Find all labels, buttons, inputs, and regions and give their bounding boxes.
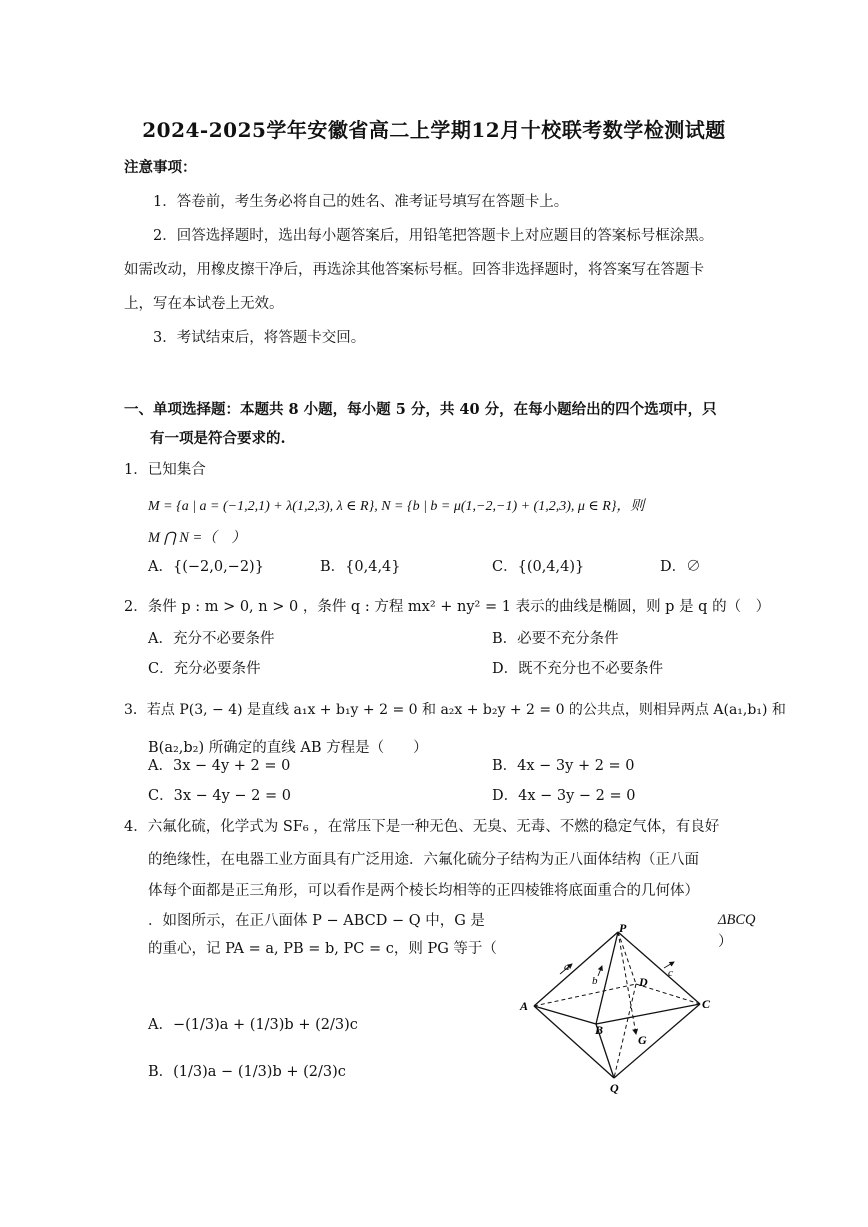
edge-dq <box>614 984 636 1078</box>
page-title: 2024-2025学年安徽省高二上学期12月十校联考数学检测试题 <box>142 118 726 142</box>
q4-close-paren: ） <box>718 934 733 950</box>
label-vec-a: a <box>564 961 570 973</box>
note-3: 3．考试结束后，将答题卡交回。 <box>153 330 366 346</box>
label-q: Q <box>610 1081 619 1095</box>
q3-option-d: D．4x − 3y − 2 = 0 <box>492 788 636 804</box>
q1-option-b: B．{0,4,4} <box>320 559 401 575</box>
q1-option-d: D．∅ <box>660 559 701 575</box>
q1-option-c: C．{(0,4,4)} <box>492 559 585 575</box>
note-1: 1．答卷前，考生务必将自己的姓名、准考证号填写在答题卡上。 <box>153 194 569 210</box>
q4-line-2: 的绝缘性，在电器工业方面具有广泛用途．六氟化硫分子结构为正八面体结构（正八面 <box>148 852 699 868</box>
q4-option-b: B．(1/3)a − (1/3)b + (2/3)c <box>148 1064 346 1080</box>
notice-heading: 注意事项： <box>124 159 197 176</box>
label-a: A <box>520 999 529 1013</box>
label-g: G <box>638 1033 647 1047</box>
q2-option-d: D．既不充分也不必要条件 <box>492 661 664 677</box>
edge-bc <box>596 1004 700 1024</box>
q4-line-1: 4．六氟化硫，化学式为 SF₆ ，在常压下是一种无色、无臭、无毒、不燃的稳定气体，有良好 <box>124 819 720 835</box>
q2-stem: 2．条件 p : m > 0, n > 0 ，条件 q : 方程 mx² + ny² = 1 表示的曲线是椭圆，则 p 是 q 的（ ） <box>124 599 771 615</box>
q1-option-a: A．{(−2,0,−2)} <box>148 559 264 575</box>
q3-option-c: C．3x − 4y − 2 = 0 <box>148 788 291 804</box>
note-2-end: 上，写在本试卷上无效。 <box>124 296 284 312</box>
q1-tail: M ⋂ N =（ ） <box>148 530 246 546</box>
q2-option-a: A．充分不必要条件 <box>148 631 275 647</box>
note-2-cont: 如需改动，用橡皮擦干净后，再选涂其他答案标号框。回答非选择题时，将答案写在答题卡 <box>124 262 704 278</box>
edge-ad <box>534 984 636 1006</box>
label-vec-b: b <box>592 975 598 987</box>
q3-option-b: B．4x − 3y + 2 = 0 <box>492 758 635 774</box>
q1-stem: 1．已知集合 <box>124 462 206 478</box>
q4-line-5: 的重心，记 PA = a, PB = b, PC = c，则 PG 等于（ <box>148 941 497 957</box>
section1-heading-cont: 有一项是符合要求的. <box>150 430 286 447</box>
q4-option-a: A．−(1/3)a + (1/3)b + (2/3)c <box>148 1017 358 1033</box>
label-b: B <box>595 1023 604 1037</box>
q4-line-4: ．如图所示，在正八面体 P − ABCD − Q 中，G 是 <box>148 913 485 929</box>
edge-pb <box>596 932 618 1024</box>
q1-formula: M = {a | a = (−1,2,1) + λ(1,2,3), λ ∈ R}, N = {b | b = μ(1,−2,−1) + (1,2,3), μ ∈ R}，则 <box>148 499 645 514</box>
q4-triangle-label: ΔBCQ <box>718 912 756 928</box>
q3-option-a: A．3x − 4y + 2 = 0 <box>148 758 291 774</box>
octahedron-figure <box>512 918 742 1098</box>
edge-cq <box>614 1004 700 1078</box>
q3-line2: B(a₂,b₂) 所确定的直线 AB 方程是（ ） <box>148 740 428 756</box>
note-2: 2．回答选择题时，选出每小题答案后，用铅笔把答题卡上对应题目的答案标号框涂黑。 <box>153 228 714 244</box>
section1-heading: 一、单项选择题：本题共 8 小题，每小题 5 分，共 40 分，在每小题给出的四个选项中，只 <box>124 401 717 418</box>
label-vec-c: c <box>668 967 673 979</box>
vector-b-arrow <box>598 966 602 976</box>
edge-pa <box>534 932 618 1006</box>
q2-option-c: C．充分必要条件 <box>148 661 261 677</box>
q3-stem: 3．若点 P(3, − 4) 是直线 a₁x + b₁y + 2 = 0 和 a₂x + b₂y + 2 = 0 的公共点，则相异两点 A(a₁,b₁) 和 <box>124 702 786 718</box>
q2-option-b: B．必要不充分条件 <box>492 631 619 647</box>
label-d: D <box>639 975 648 989</box>
label-p: P <box>619 921 627 935</box>
q4-line-3: 体每个面都是正三角形，可以看作是两个棱长均相等的正四棱锥将底面重合的几何体） <box>148 883 699 899</box>
label-c: C <box>702 997 711 1011</box>
